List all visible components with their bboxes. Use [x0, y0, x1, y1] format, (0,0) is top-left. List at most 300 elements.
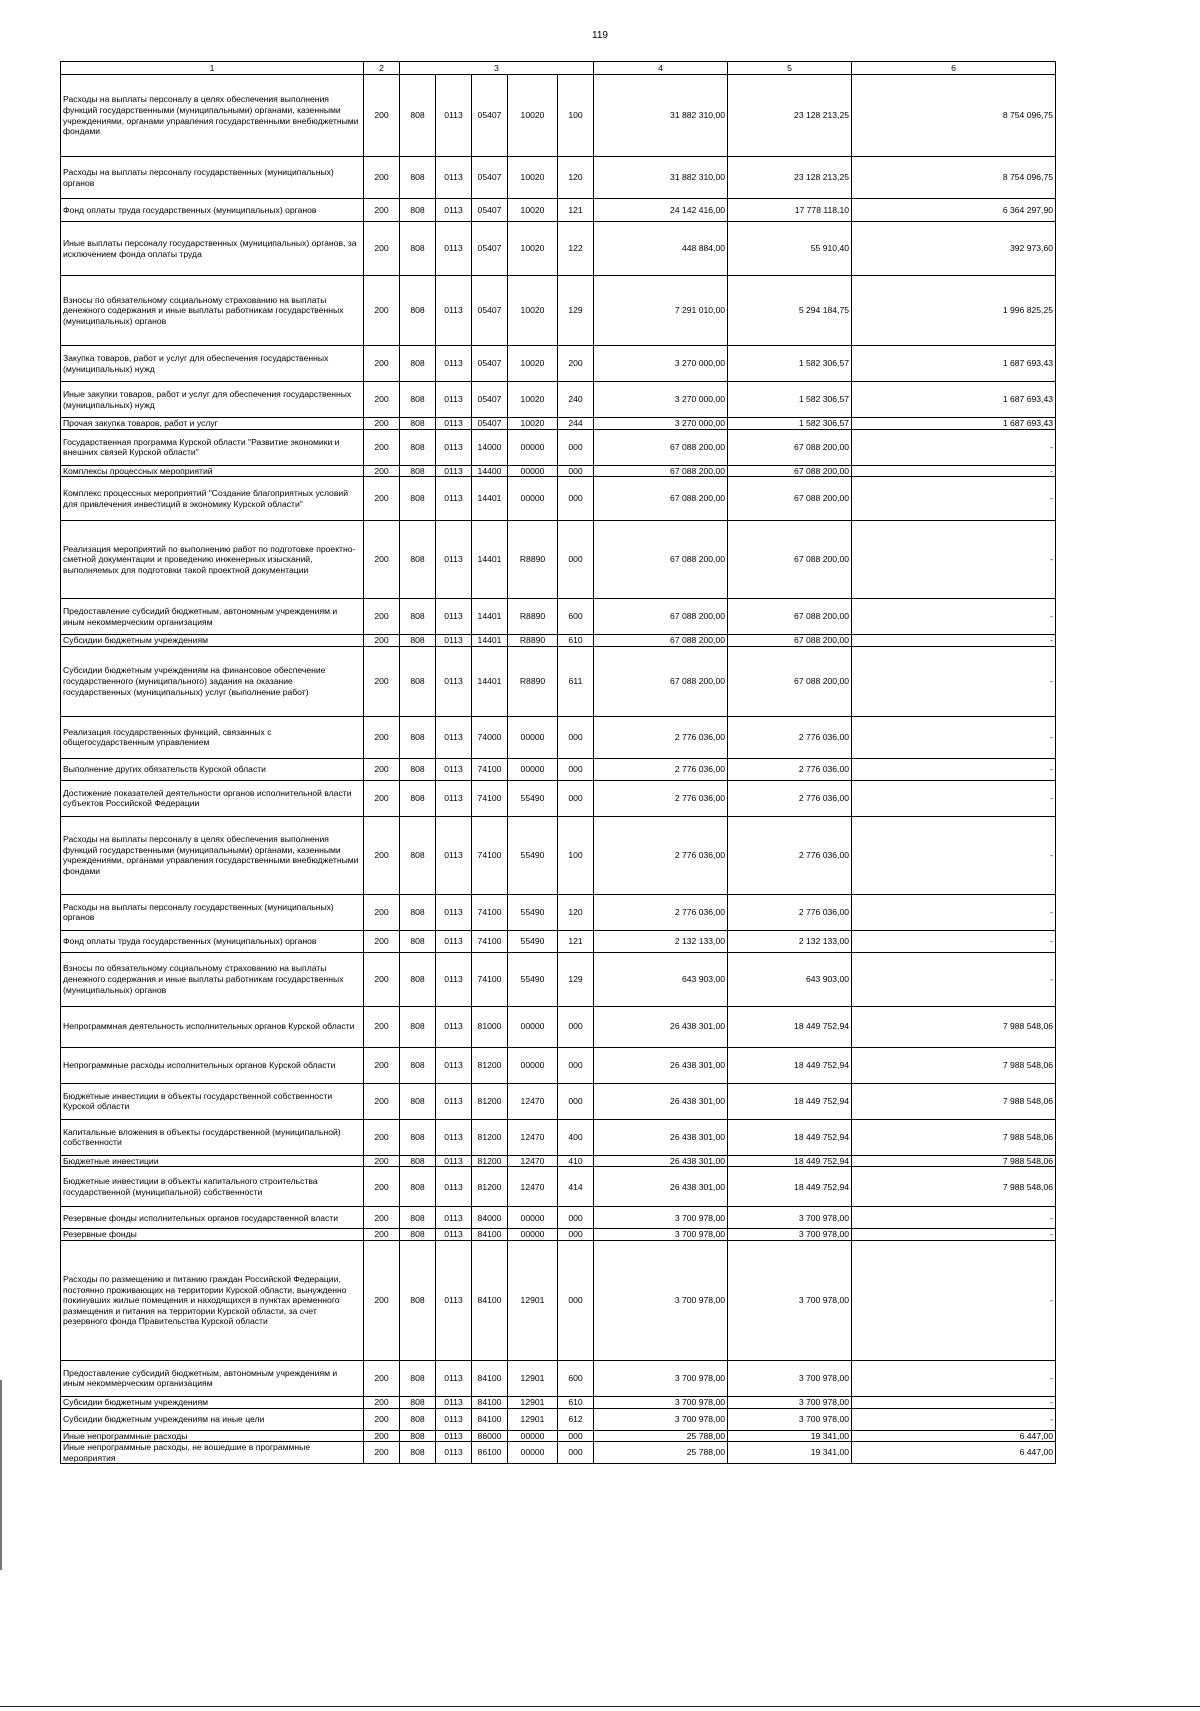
value-col-5: 1 582 306,57 — [728, 418, 852, 430]
code-cell-6: 244 — [558, 418, 594, 430]
code-cell-5: 10020 — [508, 418, 558, 430]
value-col-6: 7 988 548,06 — [852, 1155, 1056, 1167]
code-cell-5: 00000 — [508, 465, 558, 477]
table-row — [61, 418, 1056, 430]
value-col-4: 67 088 200,00 — [594, 477, 728, 521]
code-cell-6: 000 — [558, 1083, 594, 1119]
code-cell-6: 600 — [558, 1360, 594, 1396]
row-name: Закупка товаров, работ и услуг для обеспечения государственных (муниципальных) нужд — [61, 346, 364, 382]
code-cell-4: 14000 — [472, 429, 508, 465]
code-cell-6: 400 — [558, 1119, 594, 1155]
value-col-6: - — [852, 894, 1056, 930]
code-cell-6: 610 — [558, 1396, 594, 1408]
code-cell-3: 0113 — [436, 1396, 472, 1408]
row-name: Расходы на выплаты персоналу государственных (муниципальных) органов — [61, 157, 364, 199]
row-name: Бюджетные инвестиции в объекты капитального строительства государственной (муниципальной) собственности — [61, 1167, 364, 1207]
value-col-5: 67 088 200,00 — [728, 429, 852, 465]
value-col-4: 3 270 000,00 — [594, 346, 728, 382]
code-cell-4: 74000 — [472, 716, 508, 758]
code-cell-3: 0113 — [436, 521, 472, 599]
code-cell-2: 808 — [400, 816, 436, 894]
code-cell-5: 00000 — [508, 1047, 558, 1083]
code-cell-6: 000 — [558, 758, 594, 780]
value-col-4: 2 776 036,00 — [594, 758, 728, 780]
code-cell-6: 000 — [558, 465, 594, 477]
code-cell-4: 14401 — [472, 599, 508, 635]
code-cell-2: 808 — [400, 599, 436, 635]
code-cell-5: R8890 — [508, 599, 558, 635]
code-cell-3: 0113 — [436, 429, 472, 465]
code-cell-5: 55490 — [508, 780, 558, 816]
code-cell-5: 10020 — [508, 157, 558, 199]
value-col-6: 7 988 548,06 — [852, 1047, 1056, 1083]
code-cell-2: 808 — [400, 952, 436, 1006]
value-col-5: 67 088 200,00 — [728, 635, 852, 647]
value-col-6: 1 687 693,43 — [852, 346, 1056, 382]
code-cell-4: 81000 — [472, 1006, 508, 1047]
code-cell-5: 00000 — [508, 1006, 558, 1047]
code-cell-2: 808 — [400, 157, 436, 199]
code-cell-2: 808 — [400, 1083, 436, 1119]
value-col-5: 17 778 118,10 — [728, 199, 852, 222]
code-cell-6: 000 — [558, 780, 594, 816]
code-cell-1: 200 — [364, 477, 400, 521]
table-row — [61, 1442, 1056, 1464]
header-col-6: 6 — [852, 62, 1056, 75]
value-col-6: 7 988 548,06 — [852, 1119, 1056, 1155]
code-cell-1: 200 — [364, 157, 400, 199]
code-cell-3: 0113 — [436, 1083, 472, 1119]
value-col-4: 24 142 416,00 — [594, 199, 728, 222]
table-row — [61, 1408, 1056, 1430]
code-cell-1: 200 — [364, 429, 400, 465]
code-cell-6: 000 — [558, 1207, 594, 1229]
value-col-6: - — [852, 1229, 1056, 1241]
code-cell-3: 0113 — [436, 1442, 472, 1464]
header-col-2: 2 — [364, 62, 400, 75]
value-col-5: 1 582 306,57 — [728, 346, 852, 382]
row-name: Комплексы процессных мероприятий — [61, 465, 364, 477]
code-cell-3: 0113 — [436, 1240, 472, 1360]
code-cell-1: 200 — [364, 1430, 400, 1442]
code-cell-3: 0113 — [436, 1167, 472, 1207]
code-cell-4: 81200 — [472, 1155, 508, 1167]
row-name: Расходы на выплаты персоналу в целях обеспечения выполнения функций государственными (муниципальными) органами, казенными учреждениями, органами управления государственными внебюджетными фондами — [61, 75, 364, 157]
code-cell-5: 00000 — [508, 1442, 558, 1464]
code-cell-5: 10020 — [508, 222, 558, 276]
table-row — [61, 930, 1056, 952]
value-col-6: 6 447,00 — [852, 1430, 1056, 1442]
code-cell-1: 200 — [364, 1207, 400, 1229]
value-col-5: 2 776 036,00 — [728, 780, 852, 816]
value-col-6: 7 988 548,06 — [852, 1083, 1056, 1119]
code-cell-4: 14400 — [472, 465, 508, 477]
row-name: Фонд оплаты труда государственных (муниципальных) органов — [61, 930, 364, 952]
code-cell-6: 120 — [558, 157, 594, 199]
row-name: Иные непрограммные расходы — [61, 1430, 364, 1442]
code-cell-6: 129 — [558, 276, 594, 346]
value-col-4: 448 884,00 — [594, 222, 728, 276]
header-col-3: 3 — [400, 62, 594, 75]
row-name: Расходы на выплаты персоналу в целях обеспечения выполнения функций государственными (муниципальными) органами, казенными учреждениями, органами управления государственными внебюджетными фондами — [61, 816, 364, 894]
header-col-5: 5 — [728, 62, 852, 75]
code-cell-4: 05407 — [472, 75, 508, 157]
code-cell-5: 55490 — [508, 816, 558, 894]
code-cell-3: 0113 — [436, 1430, 472, 1442]
row-name: Расходы на выплаты персоналу государственных (муниципальных) органов — [61, 894, 364, 930]
code-cell-4: 84100 — [472, 1240, 508, 1360]
value-col-6: - — [852, 1396, 1056, 1408]
value-col-4: 3 270 000,00 — [594, 382, 728, 418]
code-cell-3: 0113 — [436, 1207, 472, 1229]
value-col-5: 1 582 306,57 — [728, 382, 852, 418]
table-row — [61, 222, 1056, 276]
value-col-5: 2 776 036,00 — [728, 758, 852, 780]
code-cell-1: 200 — [364, 758, 400, 780]
code-cell-1: 200 — [364, 1006, 400, 1047]
value-col-4: 67 088 200,00 — [594, 465, 728, 477]
row-name: Предоставление субсидий бюджетным, автономным учреждениям и иным некоммерческим организациям — [61, 1360, 364, 1396]
code-cell-2: 808 — [400, 930, 436, 952]
code-cell-6: 000 — [558, 1047, 594, 1083]
code-cell-5: R8890 — [508, 646, 558, 716]
value-col-5: 2 776 036,00 — [728, 716, 852, 758]
value-col-4: 67 088 200,00 — [594, 646, 728, 716]
table-row — [61, 276, 1056, 346]
row-name: Иные непрограммные расходы, не вошедшие в программные мероприятия — [61, 1442, 364, 1464]
row-name: Взносы по обязательному социальному страхованию на выплаты денежного содержания и иные выплаты работникам государственных (муниципальных) органов — [61, 952, 364, 1006]
value-col-5: 23 128 213,25 — [728, 75, 852, 157]
code-cell-3: 0113 — [436, 1360, 472, 1396]
code-cell-1: 200 — [364, 716, 400, 758]
value-col-4: 3 700 978,00 — [594, 1396, 728, 1408]
code-cell-2: 808 — [400, 1047, 436, 1083]
code-cell-1: 200 — [364, 1360, 400, 1396]
code-cell-4: 84100 — [472, 1229, 508, 1241]
code-cell-2: 808 — [400, 418, 436, 430]
table-row — [61, 465, 1056, 477]
code-cell-1: 200 — [364, 780, 400, 816]
table-row — [61, 157, 1056, 199]
value-col-6: - — [852, 1207, 1056, 1229]
code-cell-2: 808 — [400, 1229, 436, 1241]
code-cell-5: 10020 — [508, 276, 558, 346]
code-cell-1: 200 — [364, 222, 400, 276]
row-name: Взносы по обязательному социальному страхованию на выплаты денежного содержания и иные выплаты работникам государственных (муниципальных) органов — [61, 276, 364, 346]
row-name: Бюджетные инвестиции — [61, 1155, 364, 1167]
code-cell-3: 0113 — [436, 930, 472, 952]
value-col-4: 3 700 978,00 — [594, 1229, 728, 1241]
code-cell-2: 808 — [400, 1119, 436, 1155]
value-col-5: 2 776 036,00 — [728, 894, 852, 930]
code-cell-2: 808 — [400, 276, 436, 346]
value-col-6: 7 988 548,06 — [852, 1167, 1056, 1207]
code-cell-2: 808 — [400, 780, 436, 816]
code-cell-1: 200 — [364, 894, 400, 930]
code-cell-1: 200 — [364, 599, 400, 635]
code-cell-3: 0113 — [436, 346, 472, 382]
value-col-4: 26 438 301,00 — [594, 1047, 728, 1083]
code-cell-4: 81200 — [472, 1167, 508, 1207]
code-cell-2: 808 — [400, 758, 436, 780]
code-cell-3: 0113 — [436, 382, 472, 418]
code-cell-1: 200 — [364, 646, 400, 716]
code-cell-4: 81200 — [472, 1083, 508, 1119]
code-cell-6: 000 — [558, 1442, 594, 1464]
code-cell-1: 200 — [364, 1155, 400, 1167]
row-name: Субсидии бюджетным учреждениям на иные цели — [61, 1408, 364, 1430]
code-cell-5: 10020 — [508, 346, 558, 382]
header-col-4: 4 — [594, 62, 728, 75]
code-cell-2: 808 — [400, 1360, 436, 1396]
code-cell-2: 808 — [400, 1396, 436, 1408]
value-col-6: - — [852, 758, 1056, 780]
code-cell-1: 200 — [364, 1167, 400, 1207]
value-col-6: 8 754 096,75 — [852, 75, 1056, 157]
value-col-4: 2 776 036,00 — [594, 816, 728, 894]
table-row — [61, 75, 1056, 157]
code-cell-4: 84000 — [472, 1207, 508, 1229]
code-cell-1: 200 — [364, 521, 400, 599]
code-cell-2: 808 — [400, 1240, 436, 1360]
code-cell-5: 10020 — [508, 75, 558, 157]
code-cell-2: 808 — [400, 1408, 436, 1430]
code-cell-6: 000 — [558, 1229, 594, 1241]
budget-table-sheet — [60, 61, 1055, 1464]
value-col-4: 2 776 036,00 — [594, 780, 728, 816]
table-row — [61, 382, 1056, 418]
code-cell-5: 00000 — [508, 1229, 558, 1241]
code-cell-3: 0113 — [436, 816, 472, 894]
code-cell-2: 808 — [400, 1442, 436, 1464]
value-col-6: - — [852, 816, 1056, 894]
row-name: Реализация мероприятий по выполнению работ по подготовке проектно-сметной документации и проведению инженерных изысканий, выполняемых для подготовки такой проектной документации — [61, 521, 364, 599]
code-cell-3: 0113 — [436, 1006, 472, 1047]
value-col-4: 2 776 036,00 — [594, 894, 728, 930]
code-cell-1: 200 — [364, 75, 400, 157]
code-cell-3: 0113 — [436, 1119, 472, 1155]
code-cell-5: 00000 — [508, 1430, 558, 1442]
code-cell-5: 12901 — [508, 1240, 558, 1360]
value-col-6: 6 364 297,90 — [852, 199, 1056, 222]
code-cell-2: 808 — [400, 894, 436, 930]
value-col-5: 19 341,00 — [728, 1430, 852, 1442]
code-cell-1: 200 — [364, 418, 400, 430]
value-col-4: 3 700 978,00 — [594, 1240, 728, 1360]
code-cell-2: 808 — [400, 222, 436, 276]
budget-table — [60, 61, 1056, 1464]
code-cell-5: 12470 — [508, 1155, 558, 1167]
code-cell-1: 200 — [364, 1047, 400, 1083]
code-cell-6: 612 — [558, 1408, 594, 1430]
value-col-6: - — [852, 930, 1056, 952]
value-col-5: 19 341,00 — [728, 1442, 852, 1464]
code-cell-1: 200 — [364, 1229, 400, 1241]
value-col-5: 3 700 978,00 — [728, 1229, 852, 1241]
code-cell-1: 200 — [364, 276, 400, 346]
code-cell-1: 200 — [364, 635, 400, 647]
value-col-5: 2 776 036,00 — [728, 816, 852, 894]
code-cell-4: 81200 — [472, 1119, 508, 1155]
code-cell-4: 14401 — [472, 521, 508, 599]
table-row — [61, 1167, 1056, 1207]
value-col-4: 3 700 978,00 — [594, 1360, 728, 1396]
code-cell-6: 121 — [558, 199, 594, 222]
row-name: Субсидии бюджетным учреждениям на финансовое обеспечение государственного (муниципального) задания на оказание государственных (муниципальных) услуг (выполнение работ) — [61, 646, 364, 716]
value-col-5: 5 294 184,75 — [728, 276, 852, 346]
code-cell-6: 611 — [558, 646, 594, 716]
code-cell-4: 14401 — [472, 646, 508, 716]
code-cell-2: 808 — [400, 646, 436, 716]
table-row — [61, 1240, 1056, 1360]
code-cell-6: 000 — [558, 1006, 594, 1047]
code-cell-4: 05407 — [472, 199, 508, 222]
row-name: Субсидии бюджетным учреждениям — [61, 1396, 364, 1408]
value-col-6: 6 447,00 — [852, 1442, 1056, 1464]
code-cell-3: 0113 — [436, 646, 472, 716]
table-row — [61, 599, 1056, 635]
code-cell-4: 05407 — [472, 382, 508, 418]
value-col-4: 26 438 301,00 — [594, 1083, 728, 1119]
row-name: Иные закупки товаров, работ и услуг для обеспечения государственных (муниципальных) нужд — [61, 382, 364, 418]
scan-left-edge-mark — [0, 1380, 2, 1570]
table-row — [61, 1006, 1056, 1047]
code-cell-5: 12901 — [508, 1396, 558, 1408]
code-cell-3: 0113 — [436, 199, 472, 222]
code-cell-3: 0113 — [436, 465, 472, 477]
code-cell-4: 74100 — [472, 930, 508, 952]
code-cell-6: 122 — [558, 222, 594, 276]
row-name: Выполнение других обязательств Курской области — [61, 758, 364, 780]
code-cell-4: 05407 — [472, 222, 508, 276]
code-cell-4: 86000 — [472, 1430, 508, 1442]
code-cell-1: 200 — [364, 1083, 400, 1119]
code-cell-4: 81200 — [472, 1047, 508, 1083]
code-cell-6: 000 — [558, 477, 594, 521]
value-col-5: 67 088 200,00 — [728, 521, 852, 599]
code-cell-4: 05407 — [472, 346, 508, 382]
value-col-6: 8 754 096,75 — [852, 157, 1056, 199]
code-cell-2: 808 — [400, 635, 436, 647]
value-col-4: 3 700 978,00 — [594, 1207, 728, 1229]
value-col-5: 3 700 978,00 — [728, 1207, 852, 1229]
scan-bottom-edge — [0, 1706, 1200, 1707]
code-cell-5: 12901 — [508, 1360, 558, 1396]
value-col-5: 3 700 978,00 — [728, 1408, 852, 1430]
code-cell-2: 808 — [400, 346, 436, 382]
table-row — [61, 1360, 1056, 1396]
value-col-6: 1 687 693,43 — [852, 418, 1056, 430]
code-cell-6: 610 — [558, 635, 594, 647]
code-cell-5: 00000 — [508, 477, 558, 521]
code-cell-1: 200 — [364, 346, 400, 382]
code-cell-5: 10020 — [508, 199, 558, 222]
code-cell-6: 129 — [558, 952, 594, 1006]
value-col-4: 7 291 010,00 — [594, 276, 728, 346]
row-name: Государственная программа Курской области "Развитие экономики и внешних связей Курской области" — [61, 429, 364, 465]
row-name: Прочая закупка товаров, работ и услуг — [61, 418, 364, 430]
code-cell-1: 200 — [364, 816, 400, 894]
table-row — [61, 477, 1056, 521]
value-col-6: 392 973,60 — [852, 222, 1056, 276]
row-name: Бюджетные инвестиции в объекты государственной собственности Курской области — [61, 1083, 364, 1119]
row-name: Предоставление субсидий бюджетным, автономным учреждениям и иным некоммерческим организациям — [61, 599, 364, 635]
code-cell-3: 0113 — [436, 418, 472, 430]
code-cell-1: 200 — [364, 952, 400, 1006]
code-cell-5: 00000 — [508, 716, 558, 758]
code-cell-6: 000 — [558, 716, 594, 758]
code-cell-4: 84100 — [472, 1396, 508, 1408]
value-col-6: - — [852, 429, 1056, 465]
value-col-4: 67 088 200,00 — [594, 429, 728, 465]
code-cell-5: 10020 — [508, 382, 558, 418]
value-col-6: 1 687 693,43 — [852, 382, 1056, 418]
value-col-6: - — [852, 1240, 1056, 1360]
code-cell-2: 808 — [400, 75, 436, 157]
code-cell-3: 0113 — [436, 1155, 472, 1167]
value-col-5: 18 449 752,94 — [728, 1167, 852, 1207]
value-col-4: 31 882 310,00 — [594, 75, 728, 157]
code-cell-5: 55490 — [508, 930, 558, 952]
table-row — [61, 346, 1056, 382]
table-row — [61, 1229, 1056, 1241]
value-col-4: 67 088 200,00 — [594, 521, 728, 599]
code-cell-3: 0113 — [436, 716, 472, 758]
table-row — [61, 1119, 1056, 1155]
code-cell-4: 05407 — [472, 157, 508, 199]
value-col-4: 3 700 978,00 — [594, 1408, 728, 1430]
value-col-4: 67 088 200,00 — [594, 635, 728, 647]
value-col-6: - — [852, 635, 1056, 647]
code-cell-3: 0113 — [436, 635, 472, 647]
table-row — [61, 646, 1056, 716]
code-cell-5: 55490 — [508, 894, 558, 930]
code-cell-4: 74100 — [472, 894, 508, 930]
value-col-4: 26 438 301,00 — [594, 1155, 728, 1167]
code-cell-3: 0113 — [436, 780, 472, 816]
value-col-5: 3 700 978,00 — [728, 1396, 852, 1408]
header-row — [61, 62, 1056, 75]
code-cell-1: 200 — [364, 465, 400, 477]
value-col-4: 25 788,00 — [594, 1442, 728, 1464]
code-cell-1: 200 — [364, 1240, 400, 1360]
table-row — [61, 635, 1056, 647]
row-name: Капитальные вложения в объекты государственной (муниципальной) собственности — [61, 1119, 364, 1155]
code-cell-4: 05407 — [472, 276, 508, 346]
code-cell-4: 74100 — [472, 758, 508, 780]
code-cell-4: 05407 — [472, 418, 508, 430]
code-cell-6: 414 — [558, 1167, 594, 1207]
code-cell-5: 12470 — [508, 1083, 558, 1119]
code-cell-2: 808 — [400, 1167, 436, 1207]
value-col-4: 31 882 310,00 — [594, 157, 728, 199]
value-col-4: 26 438 301,00 — [594, 1119, 728, 1155]
code-cell-3: 0113 — [436, 1047, 472, 1083]
value-col-5: 3 700 978,00 — [728, 1240, 852, 1360]
table-row — [61, 758, 1056, 780]
code-cell-5: 12470 — [508, 1119, 558, 1155]
code-cell-4: 74100 — [472, 952, 508, 1006]
code-cell-6: 000 — [558, 521, 594, 599]
table-row — [61, 716, 1056, 758]
value-col-6: - — [852, 599, 1056, 635]
code-cell-6: 000 — [558, 429, 594, 465]
header-col-1: 1 — [61, 62, 364, 75]
code-cell-5: 12901 — [508, 1408, 558, 1430]
table-body — [61, 75, 1056, 1464]
value-col-6: - — [852, 521, 1056, 599]
code-cell-5: 00000 — [508, 758, 558, 780]
